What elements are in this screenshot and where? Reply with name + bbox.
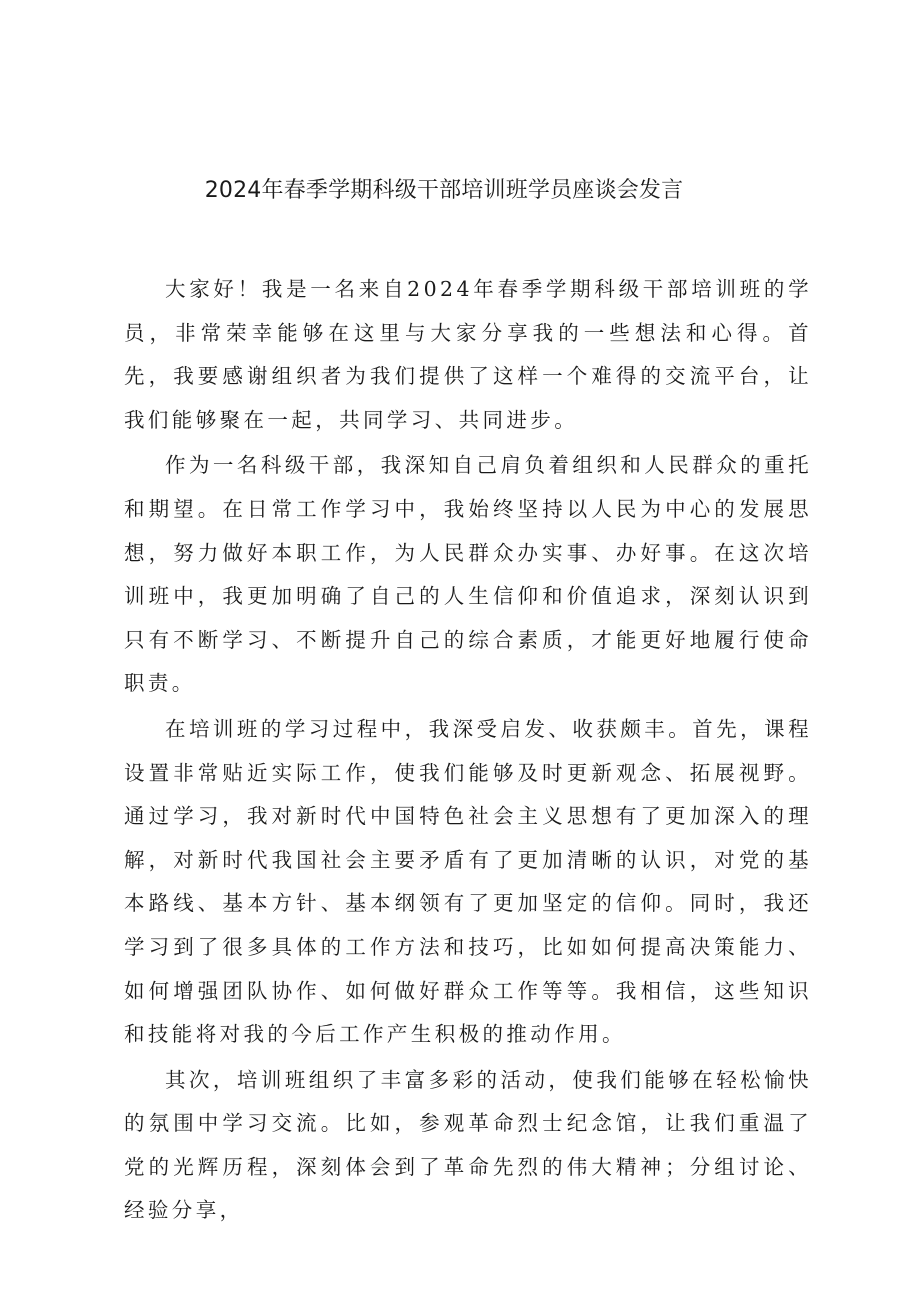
- paragraph-activities: 其次，培训班组织了丰富多彩的活动，使我们能够在轻松愉快的氛围中学习交流。比如，参观革命烈士纪念馆，让我们重温了党的光辉历程，深刻体会到了革命先烈的伟大精神；分组讨论、经验分享，: [124, 1067, 812, 1223]
- paragraph-learning-gains: 在培训班的学习过程中，我深受启发、收获颇丰。首先，课程设置非常贴近实际工作，使我们能够及时更新观念、拓展视野。通过学习，我对新时代中国特色社会主义思想有了更加深入的理解，对新时代我国社会主要矛盾有了更加清晰的认识，对党的基本路线、基本方针、基本纲领有了更加坚定的信仰。同时，我还学习到了很多具体的工作方法和技巧，比如如何提高决策能力、如何增强团队协作、如何做好群众工作等等。我相信，这些知识和技能将对我的今后工作产生积极的推动作用。: [124, 716, 812, 1047]
- document-body: [124, 268, 812, 1235]
- paragraph-responsibility: 作为一名科级干部，我深知自己肩负着组织和人民群众的重托和期望。在日常工作学习中，我始终坚持以人民为中心的发展思想，努力做好本职工作，为人民群众办实事、办好事。在这次培训班中，我更加明确了自己的人生信仰和价值追求，深刻认识到只有不断学习、不断提升自己的综合素质，才能更好地履行使命职责。: [124, 453, 812, 696]
- document-title: 2024年春季学期科级干部培训班学员座谈会发言: [204, 178, 684, 203]
- paragraph-greeting: 大家好！我是一名来自2024年春季学期科级干部培训班的学员，非常荣幸能够在这里与大家分享我的一些想法和心得。首先，我要感谢组织者为我们提供了这样一个难得的交流平台，让我们能够聚在一起，共同学习、共同进步。: [124, 277, 812, 432]
